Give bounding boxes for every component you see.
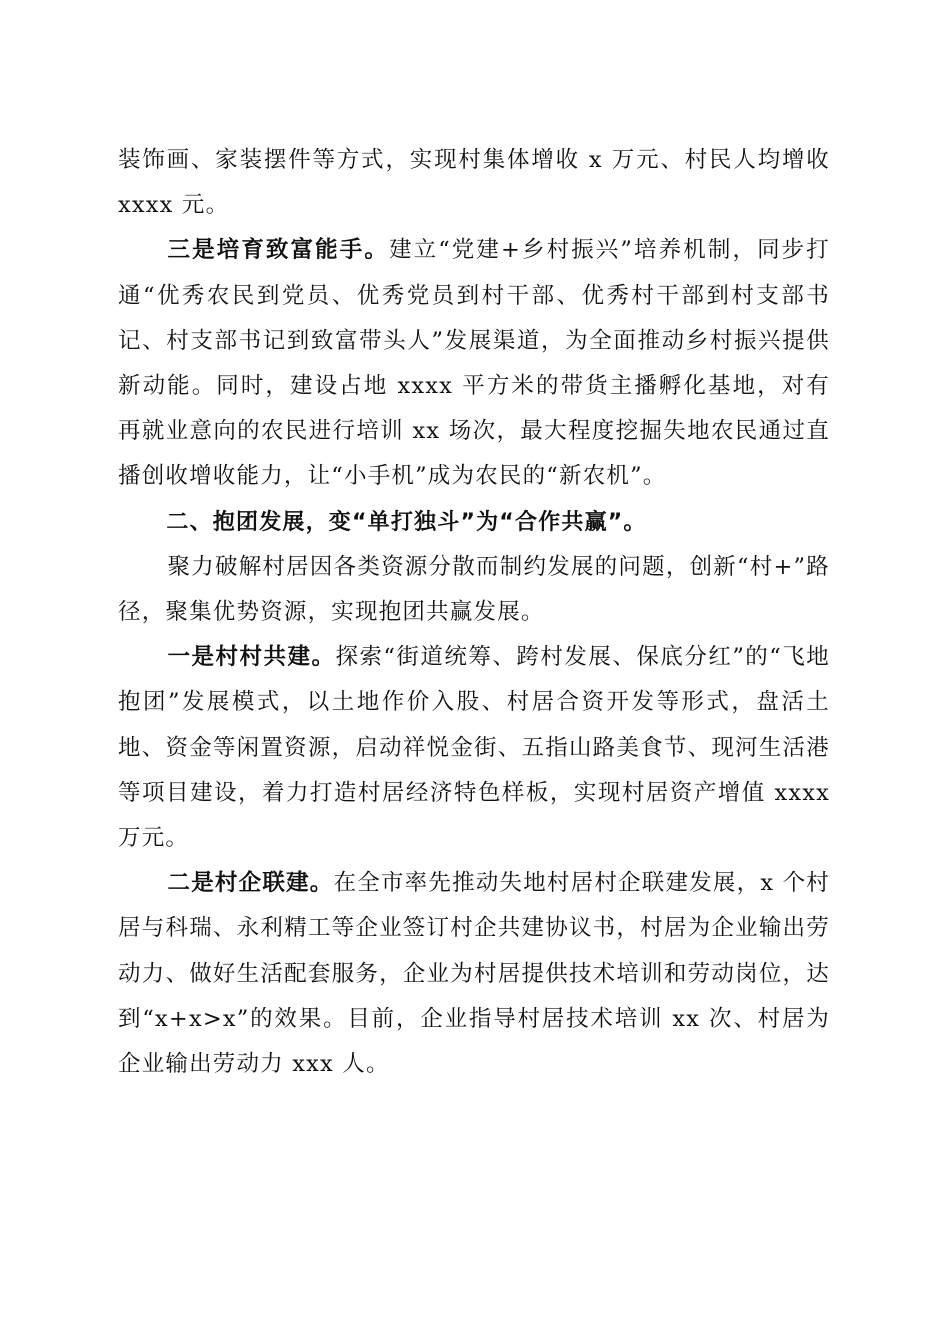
paragraph-lead: 一是村村共建。 xyxy=(167,644,336,671)
paragraph-section-intro xyxy=(118,545,830,635)
paragraph-text: 探索“街道统筹、跨村发展、保底分红”的“飞地抱团”发展模式，以土地作价入股、村居合资开发等形式，盘活土地、资金等闲置资源，启动祥悦金街、五指山路美食节、现河生活港等项目建设，着力打造村居经济特色样板，实现村居资产增值 xxxx 万元。 xyxy=(118,644,830,852)
paragraph-lead: 二是村企联建。 xyxy=(167,870,334,897)
paragraph-continuation xyxy=(118,138,830,228)
paragraph-text: 建立“党建+乡村振兴”培养机制，同步打通“优秀农民到党员、优秀党员到村干部、优秀村干部到村支部书记、村支部书记到致富带头人”发展渠道，为全面推动乡村振兴提供新动能。同时，建设占地 xxxx 平方米的带货主播孵化基地，对有再就业意向的农民进行培训 xx 场次，最大程度挖掘失地农民通过直播创收增收能力，让“小手机”成为农民的“新农机”。 xyxy=(118,237,830,490)
document-body xyxy=(118,138,830,1087)
paragraph-cultivate-leaders xyxy=(118,228,830,499)
paragraph-village-co-building xyxy=(118,635,830,861)
section-heading: 二、抱团发展，变“单打独斗”为“合作共赢”。 xyxy=(166,509,647,535)
paragraph-text: 聚力破解村居因各类资源分散而制约发展的问题，创新“村+”路径，聚集优势资源，实现抱团共赢发展。 xyxy=(118,553,830,626)
paragraph-text: 在全市率先推动失地村居村企联建发展，x 个村居与科瑞、永利精工等企业签订村企共建协议书，村居为企业输出劳动力、做好生活配套服务，企业为村居提供技术培训和劳动岗位，达到“x+x>x”的效果。目前，企业指导村居技术培训 xx 次、村居为企业输出劳动力 xxx 人。 xyxy=(118,870,830,1078)
paragraph-village-enterprise xyxy=(118,861,830,1087)
paragraph-lead: 三是培育致富能手。 xyxy=(167,237,389,264)
paragraph-text: 装饰画、家装摆件等方式，实现村集体增收 x 万元、村民人均增收 xxxx 元。 xyxy=(118,147,830,219)
